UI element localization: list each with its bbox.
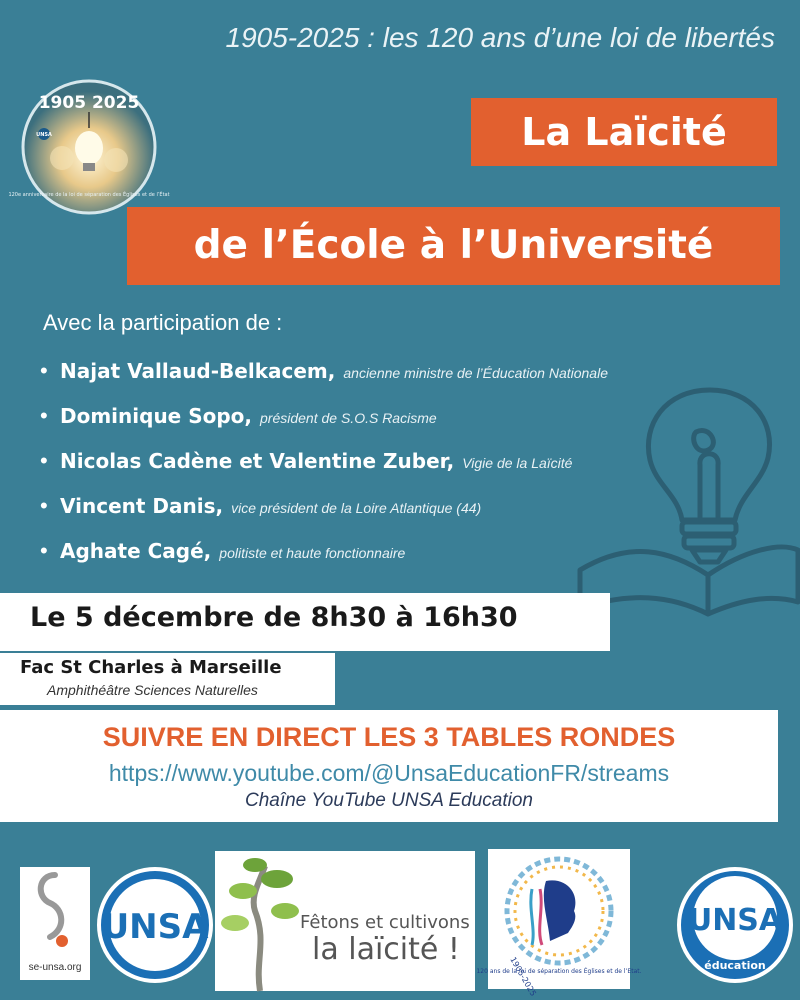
speaker-item: • Dominique Sopo, président de S.O.S Racisme	[40, 403, 437, 428]
logo-years: 1905 2025	[38, 93, 140, 113]
tagline: 1905-2025 : les 120 ans d’une loi de libertés	[225, 22, 775, 53]
stream-title: SUIVRE EN DIRECT LES 3 TABLES RONDES	[102, 722, 676, 752]
speaker-role: vice président de la Loire Atlantique (44)	[231, 500, 482, 516]
speaker-name: Dominique Sopo,	[60, 404, 253, 428]
unsa-education-logo	[676, 866, 794, 984]
fetons-slogan-line-1: Fêtons et cultivons	[300, 912, 470, 933]
speaker-item: • Najat Vallaud-Belkacem, ancienne ministre de l’Éducation Nationale	[40, 358, 608, 383]
anniversary-lightbulb-logo	[8, 78, 170, 216]
wreath-profile-icon	[476, 849, 642, 998]
se-unsa-url: se-unsa.org	[28, 962, 82, 973]
unsa-education-sub: éducation	[704, 959, 766, 972]
title-line-2: de l’École à l’Université	[127, 207, 780, 285]
event-room: Amphithéâtre Sciences Naturelles	[47, 682, 258, 698]
event-date: Le 5 décembre de 8h30 à 16h30	[30, 602, 518, 633]
speaker-role: président de S.O.S Racisme	[260, 410, 437, 426]
stream-link[interactable]: https://www.youtube.com/@UnsaEducationFR/streams	[108, 760, 670, 786]
stream-channel: Chaîne YouTube UNSA Education	[244, 790, 533, 811]
unsa-education-logo-text: UNSA	[687, 903, 783, 938]
speaker-role: politiste et haute fonctionnaire	[219, 545, 406, 561]
speaker-name: Najat Vallaud-Belkacem,	[60, 359, 336, 383]
unsa-logo	[96, 866, 214, 984]
anniv-years: 1905-2025	[508, 955, 538, 998]
anniversary-120-logo	[476, 849, 642, 998]
title-line-1: La Laïcité	[471, 98, 777, 166]
speaker-role: Vigie de la Laïcité	[462, 455, 573, 471]
speaker-role: ancienne ministre de l’Éducation Nationale	[343, 365, 608, 381]
anniv-caption: 120 ans de la loi de séparation des Églises et de l’Etat.	[476, 968, 642, 975]
participation-intro: Avec la participation de :	[43, 310, 283, 335]
event-venue: Fac St Charles à Marseille	[20, 657, 282, 678]
svg-text:UNSA: UNSA	[36, 132, 52, 138]
speaker-item: • Nicolas Cadène et Valentine Zuber, Vigie de la Laïcité	[40, 448, 573, 473]
lightbulb-book-icon	[570, 370, 800, 615]
speaker-name: Vincent Danis,	[60, 494, 224, 518]
speaker-name: Nicolas Cadène et Valentine Zuber,	[60, 449, 455, 473]
unsa-logo-text: UNSA	[101, 907, 209, 947]
speaker-item: • Aghate Cagé, politiste et haute fonctionnaire	[40, 538, 406, 563]
logo-ring-text: 120e anniversaire de la loi de séparation des Églises et de l’État	[8, 192, 170, 198]
tree-icon	[215, 851, 305, 991]
se-logo-icon	[20, 867, 90, 962]
speaker-item: • Vincent Danis, vice président de la Loire Atlantique (44)	[40, 493, 482, 518]
speaker-name: Aghate Cagé,	[60, 539, 212, 563]
fetons-slogan-line-2: la laïcité !	[312, 932, 460, 967]
